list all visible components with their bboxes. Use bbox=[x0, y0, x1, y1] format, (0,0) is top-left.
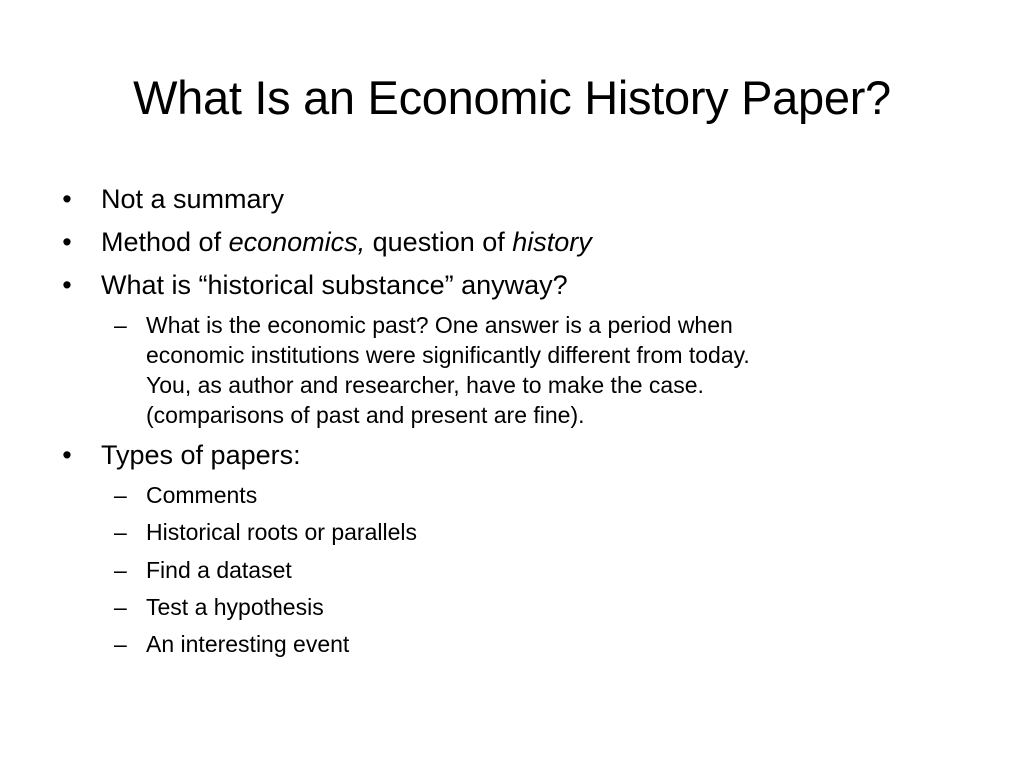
sub-bullet-type bbox=[114, 480, 258, 510]
dash-marker: – bbox=[114, 519, 127, 545]
slide-title: What Is an Economic History Paper? bbox=[133, 71, 891, 124]
dash-marker: – bbox=[114, 631, 127, 657]
bullet-text: Not a summary bbox=[101, 184, 285, 214]
sub-bullet-line: economic institutions were significantly different from today. bbox=[146, 342, 750, 368]
sub-bullet-text: An interesting event bbox=[146, 631, 350, 657]
bullet-method bbox=[62, 225, 592, 259]
sub-bullet-line: (comparisons of past and present are fine). bbox=[146, 402, 585, 428]
bullet-text-part: question of bbox=[365, 227, 513, 257]
sub-bullet-economic-past bbox=[114, 310, 936, 430]
dash-marker: – bbox=[114, 482, 127, 508]
sub-bullet-text: Comments bbox=[146, 482, 258, 508]
sub-bullet-text: Test a hypothesis bbox=[146, 594, 324, 620]
sub-bullet-type bbox=[114, 555, 292, 585]
sub-bullet-type bbox=[114, 517, 417, 547]
sub-bullet-type bbox=[114, 592, 324, 622]
bullet-marker: • bbox=[62, 440, 72, 470]
bullet-historical-substance bbox=[62, 268, 568, 302]
bullet-marker: • bbox=[62, 270, 72, 300]
sub-bullet-type bbox=[114, 629, 350, 659]
bullet-text: Types of papers: bbox=[101, 440, 301, 470]
bullet-not-a-summary bbox=[62, 182, 285, 216]
bullet-marker: • bbox=[62, 184, 72, 214]
dash-marker: – bbox=[114, 557, 127, 583]
sub-bullet-line: You, as author and researcher, have to make the case. bbox=[146, 372, 704, 398]
bullet-text-italic-economics: economics, bbox=[228, 227, 366, 257]
bullet-text-italic-history: history bbox=[512, 227, 592, 257]
sub-bullet-text: Find a dataset bbox=[146, 557, 292, 583]
sub-bullet-line: What is the economic past? One answer is a period when bbox=[146, 312, 733, 338]
sub-bullet-text: Historical roots or parallels bbox=[146, 519, 417, 545]
bullet-types-of-papers bbox=[62, 438, 301, 472]
bullet-text: What is “historical substance” anyway? bbox=[101, 270, 568, 300]
dash-marker: – bbox=[114, 594, 127, 620]
bullet-text-part: Method of bbox=[101, 227, 229, 257]
dash-marker: – bbox=[114, 312, 127, 338]
bullet-marker: • bbox=[62, 227, 72, 257]
